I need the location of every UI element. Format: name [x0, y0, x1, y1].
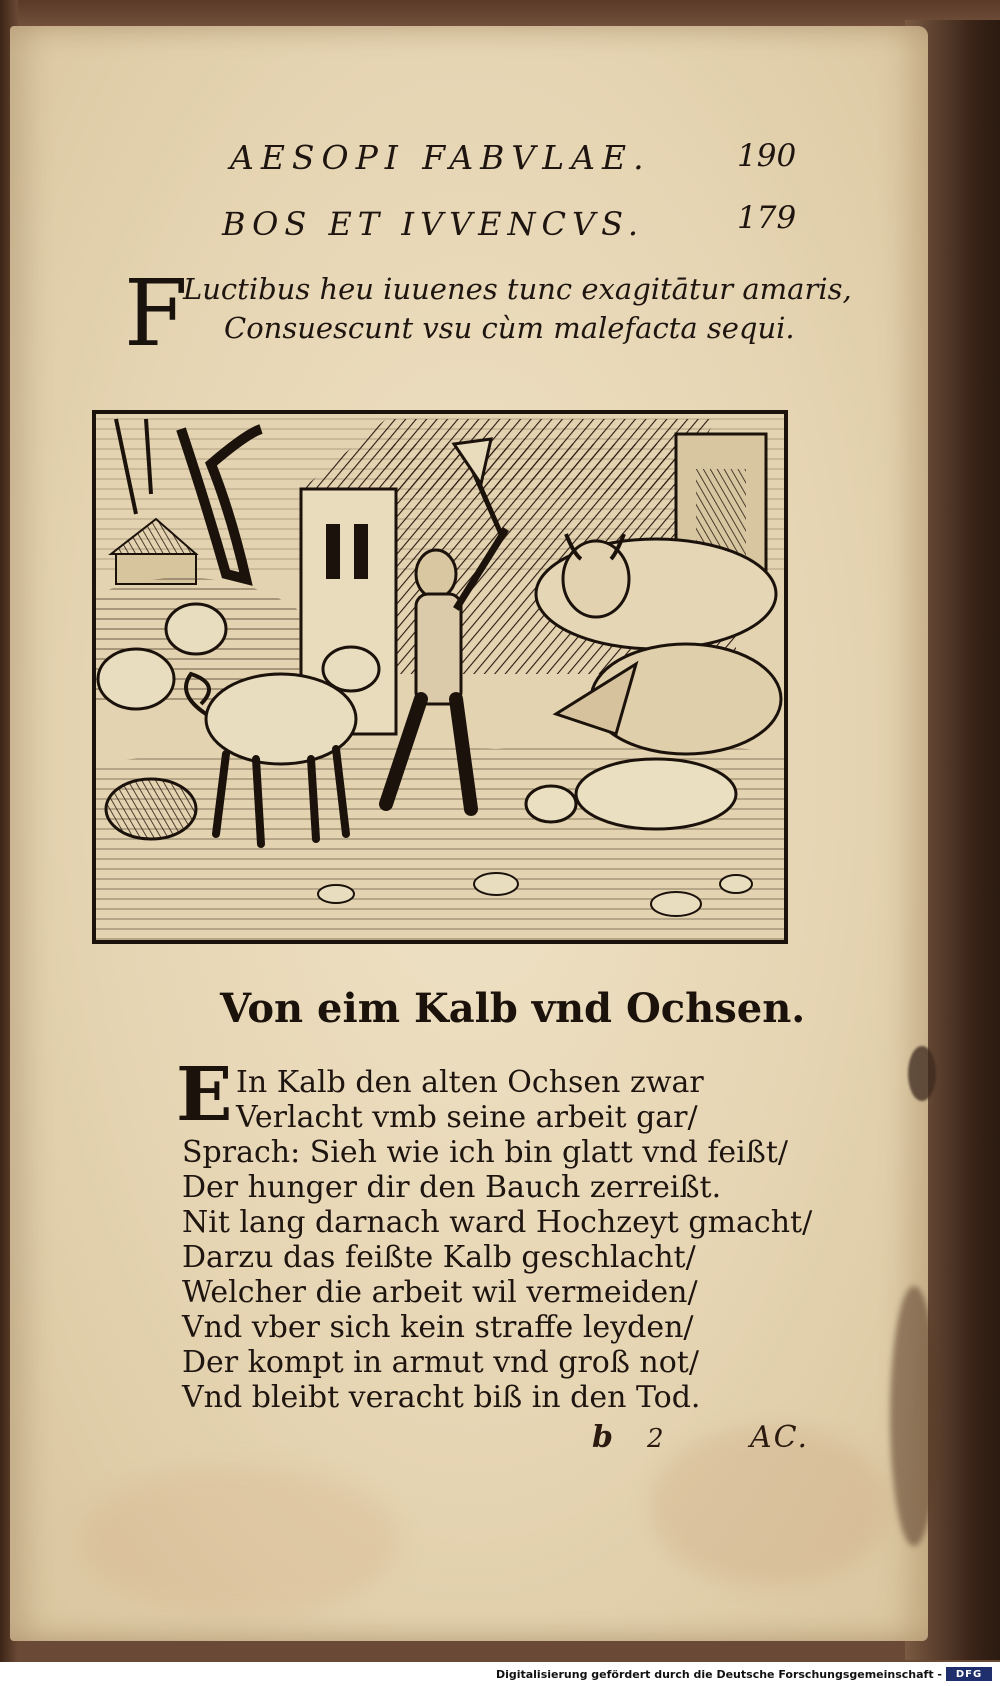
- verse-line: Vnd vber sich kein straffe leyden/: [182, 1310, 694, 1345]
- signature-letter: b: [592, 1420, 613, 1455]
- verse-line: In Kalb den alten Ochsen zwar: [236, 1065, 704, 1100]
- verse-initial: E: [176, 1052, 233, 1138]
- verse-line: Der kompt in armut vnd groß not/: [182, 1345, 699, 1380]
- folio-number: 190: [737, 138, 797, 174]
- page-stain: [80, 1466, 400, 1616]
- signature-number: 2: [647, 1424, 664, 1454]
- woodcut-drawing: [96, 414, 784, 940]
- fable-number: 179: [737, 200, 797, 236]
- woodcut-illustration: [92, 410, 788, 944]
- verse-title: Von eim Kalb vnd Ochsen.: [220, 985, 806, 1032]
- moral-initial: F: [124, 260, 188, 367]
- verse-line: Verlacht vmb seine arbeit gar/: [236, 1100, 698, 1135]
- verse-line: Vnd bleibt veracht biß in den Tod.: [182, 1380, 701, 1415]
- verse-line: Welcher die arbeit wil vermeiden/: [182, 1275, 698, 1310]
- page-stain: [908, 1046, 936, 1101]
- verse-line: Nit lang darnach ward Hochzeyt gmacht/: [182, 1205, 813, 1240]
- page-stain: [890, 1286, 938, 1546]
- verse-line: Der hunger dir den Bauch zerreißt.: [182, 1170, 722, 1205]
- fable-title: BOS ET IVVENCVS.: [222, 205, 645, 243]
- moral-line: Consuescunt vsu cùm malefacta sequi.: [224, 311, 795, 345]
- dfg-logo: DFG: [946, 1667, 992, 1681]
- verse-line: Sprach: Sieh wie ich bin glatt vnd feißt/: [182, 1135, 788, 1170]
- footer-credit: Digitalisierung gefördert durch die Deutsche Forschungsgemeinschaft -: [495, 1668, 942, 1681]
- moral-line: Luctibus heu iuuenes tunc exagitātur amaris,: [183, 272, 852, 306]
- catchword: AC.: [750, 1420, 810, 1455]
- verse-line: Darzu das feißte Kalb geschlacht/: [182, 1240, 696, 1275]
- running-title: AESOPI FABVLAE.: [230, 138, 651, 177]
